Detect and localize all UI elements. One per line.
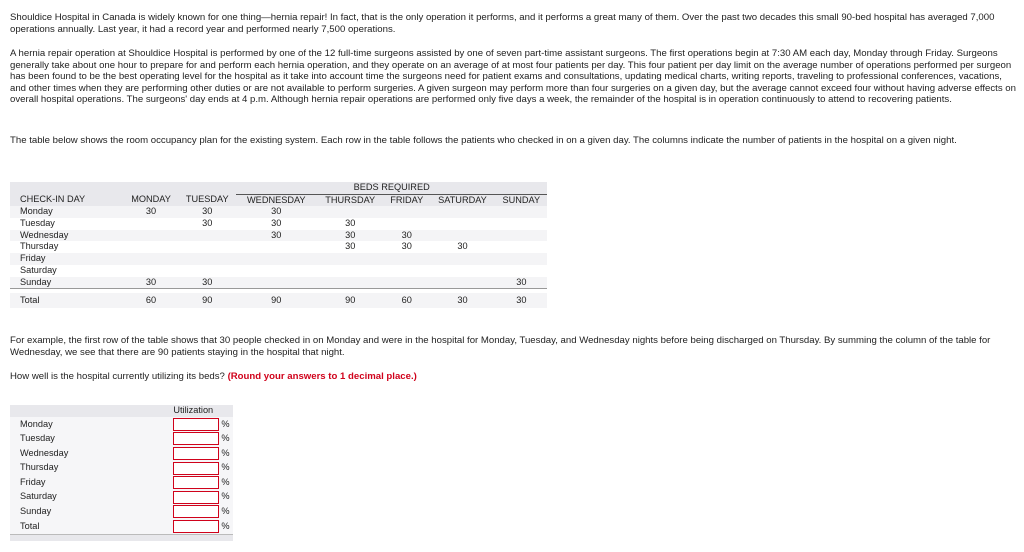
beds-cell <box>124 218 178 230</box>
rounding-note: (Round your answers to 1 decimal place.) <box>227 371 417 382</box>
utilization-row-friday <box>10 475 233 490</box>
beds-row-saturday <box>10 265 547 277</box>
beds-cell <box>496 218 547 230</box>
beds-cell <box>496 253 547 265</box>
beds-cell: 30 <box>384 241 429 253</box>
beds-row-sunday <box>10 277 547 289</box>
beds-cell <box>496 206 547 218</box>
total-cell: 60 <box>384 293 429 308</box>
beds-cell: 30 <box>178 277 236 289</box>
beds-row-monday <box>10 206 547 218</box>
beds-cell <box>236 277 316 289</box>
beds-cell <box>429 206 495 218</box>
percent-unit: % <box>219 475 233 490</box>
utilization-input-friday[interactable] <box>173 476 219 489</box>
beds-cell <box>429 230 495 242</box>
check-in-day-label: Monday <box>10 206 124 218</box>
utilization-row-sunday <box>10 505 233 520</box>
percent-unit: % <box>219 417 233 432</box>
beds-cell <box>384 265 429 277</box>
beds-row-tuesday <box>10 218 547 230</box>
beds-cell <box>236 241 316 253</box>
utilization-row-monday <box>10 417 233 432</box>
question-text <box>10 371 417 383</box>
beds-cell: 30 <box>316 218 384 230</box>
percent-unit: % <box>219 432 233 447</box>
beds-cell: 30 <box>429 241 495 253</box>
check-in-day-label: Tuesday <box>10 218 124 230</box>
question-label: How well is the hospital currently utilizing its beds? <box>10 371 225 382</box>
beds-cell <box>124 265 178 277</box>
beds-cell <box>496 265 547 277</box>
beds-required-header: BEDS REQUIRED <box>236 182 547 194</box>
beds-cell <box>236 265 316 277</box>
percent-unit: % <box>219 505 233 520</box>
beds-cell <box>316 206 384 218</box>
beds-cell: 30 <box>496 277 547 289</box>
beds-cell: 30 <box>316 241 384 253</box>
beds-cell: 30 <box>236 206 316 218</box>
utilization-input-total[interactable] <box>173 520 219 533</box>
beds-cell <box>429 218 495 230</box>
beds-cell <box>316 277 384 289</box>
example-paragraph: For example, the first row of the table shows that 30 people checked in on Monday and were in the hospital for Monday, Tuesday, and Wednesday nights before being discharged on Thursday. By summing the column of the table for Wednesday, we see that there are 90 patients staying in the hospital that night. <box>10 335 991 358</box>
beds-cell <box>178 253 236 265</box>
percent-unit: % <box>219 490 233 505</box>
total-cell: 30 <box>429 293 495 308</box>
percent-unit: % <box>219 446 233 461</box>
utilization-table <box>10 405 233 541</box>
intro-paragraph: Shouldice Hospital in Canada is widely known for one thing—hernia repair! In fact, that is the only operation it performs, and it performs a great many of them. Over the past two decades this small 90-bed hospital has averaged 7,000 operations annually. Last year, it had a record year and performed nearly 7,500 operations. <box>10 12 995 35</box>
utilization-input-wednesday[interactable] <box>173 447 219 460</box>
beds-cell <box>124 253 178 265</box>
utilization-day-label: Total <box>10 519 173 534</box>
beds-cell: 30 <box>124 277 178 289</box>
beds-cell <box>236 253 316 265</box>
utilization-input-sunday[interactable] <box>173 505 219 518</box>
beds-total-row <box>10 293 547 308</box>
beds-row-friday <box>10 253 547 265</box>
total-cell: 30 <box>496 293 547 308</box>
col-header-thursday: THURSDAY <box>316 194 384 206</box>
beds-required-table <box>10 182 547 308</box>
utilization-day-label: Wednesday <box>10 446 173 461</box>
beds-cell: 30 <box>384 230 429 242</box>
beds-cell <box>384 218 429 230</box>
beds-cell <box>178 241 236 253</box>
utilization-row-wednesday <box>10 446 233 461</box>
utilization-row-saturday <box>10 490 233 505</box>
beds-cell <box>429 253 495 265</box>
beds-cell: 30 <box>236 218 316 230</box>
beds-cell <box>496 230 547 242</box>
utilization-day-label: Sunday <box>10 505 173 520</box>
beds-cell <box>429 277 495 289</box>
beds-cell: 30 <box>178 206 236 218</box>
col-header-friday: FRIDAY <box>384 194 429 206</box>
utilization-day-label: Thursday <box>10 461 173 476</box>
beds-cell <box>178 230 236 242</box>
beds-cell <box>124 230 178 242</box>
utilization-input-monday[interactable] <box>173 418 219 431</box>
beds-cell <box>316 253 384 265</box>
col-header-sunday: SUNDAY <box>496 194 547 206</box>
beds-row-wednesday <box>10 230 547 242</box>
total-cell: 90 <box>236 293 316 308</box>
total-cell: 60 <box>124 293 178 308</box>
utilization-row-total <box>10 519 233 534</box>
beds-cell <box>384 277 429 289</box>
utilization-input-tuesday[interactable] <box>173 432 219 445</box>
percent-unit: % <box>219 461 233 476</box>
col-header-tuesday: TUESDAY <box>178 194 236 206</box>
check-in-day-header: CHECK-IN DAY <box>10 194 124 206</box>
total-cell: 90 <box>316 293 384 308</box>
percent-unit: % <box>219 519 233 534</box>
check-in-day-label: Friday <box>10 253 124 265</box>
beds-cell <box>496 241 547 253</box>
beds-cell: 30 <box>236 230 316 242</box>
beds-row-thursday <box>10 241 547 253</box>
beds-cell: 30 <box>178 218 236 230</box>
utilization-day-label: Tuesday <box>10 432 173 447</box>
check-in-day-label: Thursday <box>10 241 124 253</box>
beds-cell: 30 <box>124 206 178 218</box>
utilization-day-label: Friday <box>10 475 173 490</box>
utilization-input-thursday[interactable] <box>173 462 219 475</box>
col-header-saturday: SATURDAY <box>429 194 495 206</box>
beds-cell <box>178 265 236 277</box>
col-header-wednesday: WEDNESDAY <box>236 194 316 206</box>
utilization-row-tuesday <box>10 432 233 447</box>
check-in-day-label: Sunday <box>10 277 124 289</box>
utilization-input-saturday[interactable] <box>173 491 219 504</box>
surgery-description-paragraph: A hernia repair operation at Shouldice Hospital is performed by one of the 12 full-time surgeons assisted by one of seven part-time assistant surgeons. The first operations begin at 7:30 AM each day, Monday through Friday. Surgeons generally take about one hour to prepare for and perform each hernia operation, and they operate on an average of at most four patients per day. This four patient per day limit on the average number of operations performed per surgeon has been found to be the best operating level for the hospital as it take into account time the surgeons need for patient exams and consultations, updating medical charts, writing reports, traveling to professional conferences, vacations, and other times when they are performing other duties or are not available to perform surgeries. A given surgeon may perform more than four surgeries on a given day, but the average cannot exceed four without having adverse effects on overall hospital operations. The surgeons' day ends at 4 p.m. Although hernia repair operations are performed only five days a week, the remainder of the hospital is in operation continuously to attend to recovering patients. <box>10 48 1016 106</box>
beds-cell: 30 <box>316 230 384 242</box>
col-header-monday: MONDAY <box>124 194 178 206</box>
utilization-header: Utilization <box>173 405 233 417</box>
utilization-row-thursday <box>10 461 233 476</box>
total-label: Total <box>10 293 124 308</box>
check-in-day-label: Wednesday <box>10 230 124 242</box>
table-intro-paragraph: The table below shows the room occupancy plan for the existing system. Each row in the table follows the patients who checked in on a given day. The columns indicate the number of patients in the hospital on a given night. <box>10 135 957 146</box>
beds-cell <box>429 265 495 277</box>
check-in-day-label: Saturday <box>10 265 124 277</box>
beds-cell <box>384 253 429 265</box>
beds-cell <box>124 241 178 253</box>
beds-cell <box>384 206 429 218</box>
beds-cell <box>316 265 384 277</box>
total-cell: 90 <box>178 293 236 308</box>
utilization-day-label: Monday <box>10 417 173 432</box>
utilization-day-label: Saturday <box>10 490 173 505</box>
